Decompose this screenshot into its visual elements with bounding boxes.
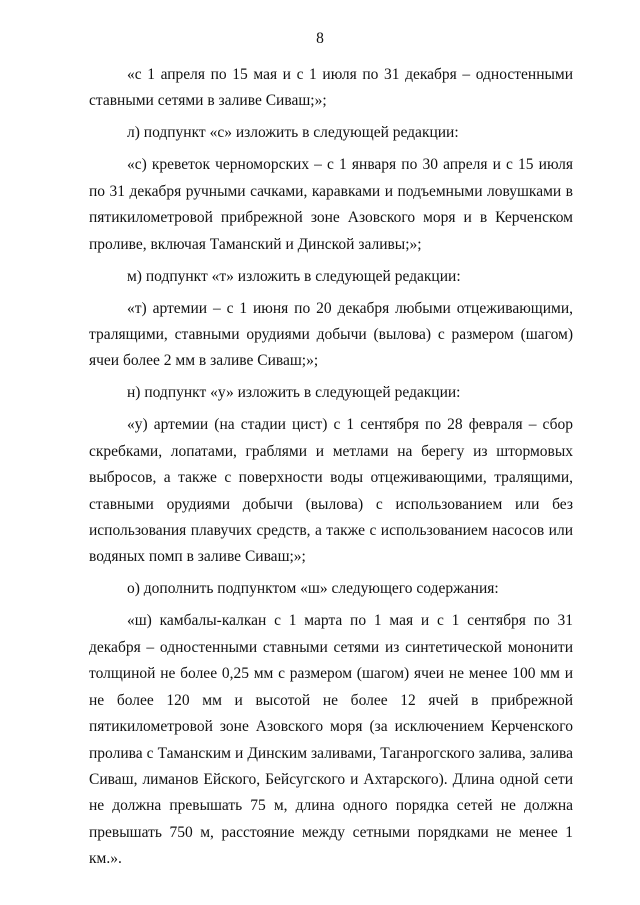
page-number: 8: [316, 30, 324, 47]
paragraph-subitem-o: о) дополнить подпунктом «ш» следующего содержания:: [127, 580, 499, 598]
paragraph-turbot: «ш) камбалы-калкан с 1 марта по 1 мая и с 1 сентября по 31 декабря – одностенными ставными сетями из синтетической мононити толщиной не более 0,25 мм с размером (шагом) ячеи не менее 100 мм и не более 120 мм и высотой не более 12 ячей в прибрежной пятикилометровой зоне Азовского моря (за исключением Керченского пролива с Таманским и Динским заливами, Таганрогского залива, залива Сиваш, лиманов Ейского, Бейсугского и Ахтарского). Длина одной сети не должна превышать 75 м, длина одного порядка сетей не должна превышать 750 м, расстояние между сетными порядками не менее 1 км.».: [89, 612, 573, 868]
paragraph-artemia: «т) артемии – с 1 июня по 20 декабря любыми отцеживающими, тралящими, ставными орудиями добычи (вылова) с размером (шагом) ячеи более 2 мм в заливе Сиваш;»;: [89, 299, 573, 370]
paragraph-sivash-nets: «с 1 апреля по 15 мая и с 1 июля по 31 декабря – одностенными ставными сетями в заливе Сиваш;»;: [89, 66, 573, 110]
paragraph-subitem-m: м) подпункт «т» изложить в следующей редакции:: [127, 267, 461, 285]
paragraph-subitem-n: н) подпункт «у» изложить в следующей редакции:: [127, 384, 461, 402]
paragraph-shrimp: «с) креветок черноморских – с 1 января по 30 апреля и с 15 июля по 31 декабря ручными сачками, каравками и подъемными ловушками в пятикилометровой прибрежной зоне Азовского моря и в Керченском проливе, включая Таманский и Динской заливы;»;: [89, 156, 573, 253]
document-body: [89, 62, 573, 873]
paragraph-subitem-l: л) подпункт «с» изложить в следующей редакции:: [127, 124, 459, 142]
paragraph-artemia-cysts: «у) артемии (на стадии цист) с 1 сентября по 28 февраля – сбор скребками, лопатами, граблями и метлами на берегу из штормовых выбросов, а также с поверхности воды отцеживающими, тралящими, ставными орудиями добычи (вылова) с использованием или без использования плавучих средств, а также с использованием насосов или водяных помп в заливе Сиваш;»;: [89, 416, 573, 566]
